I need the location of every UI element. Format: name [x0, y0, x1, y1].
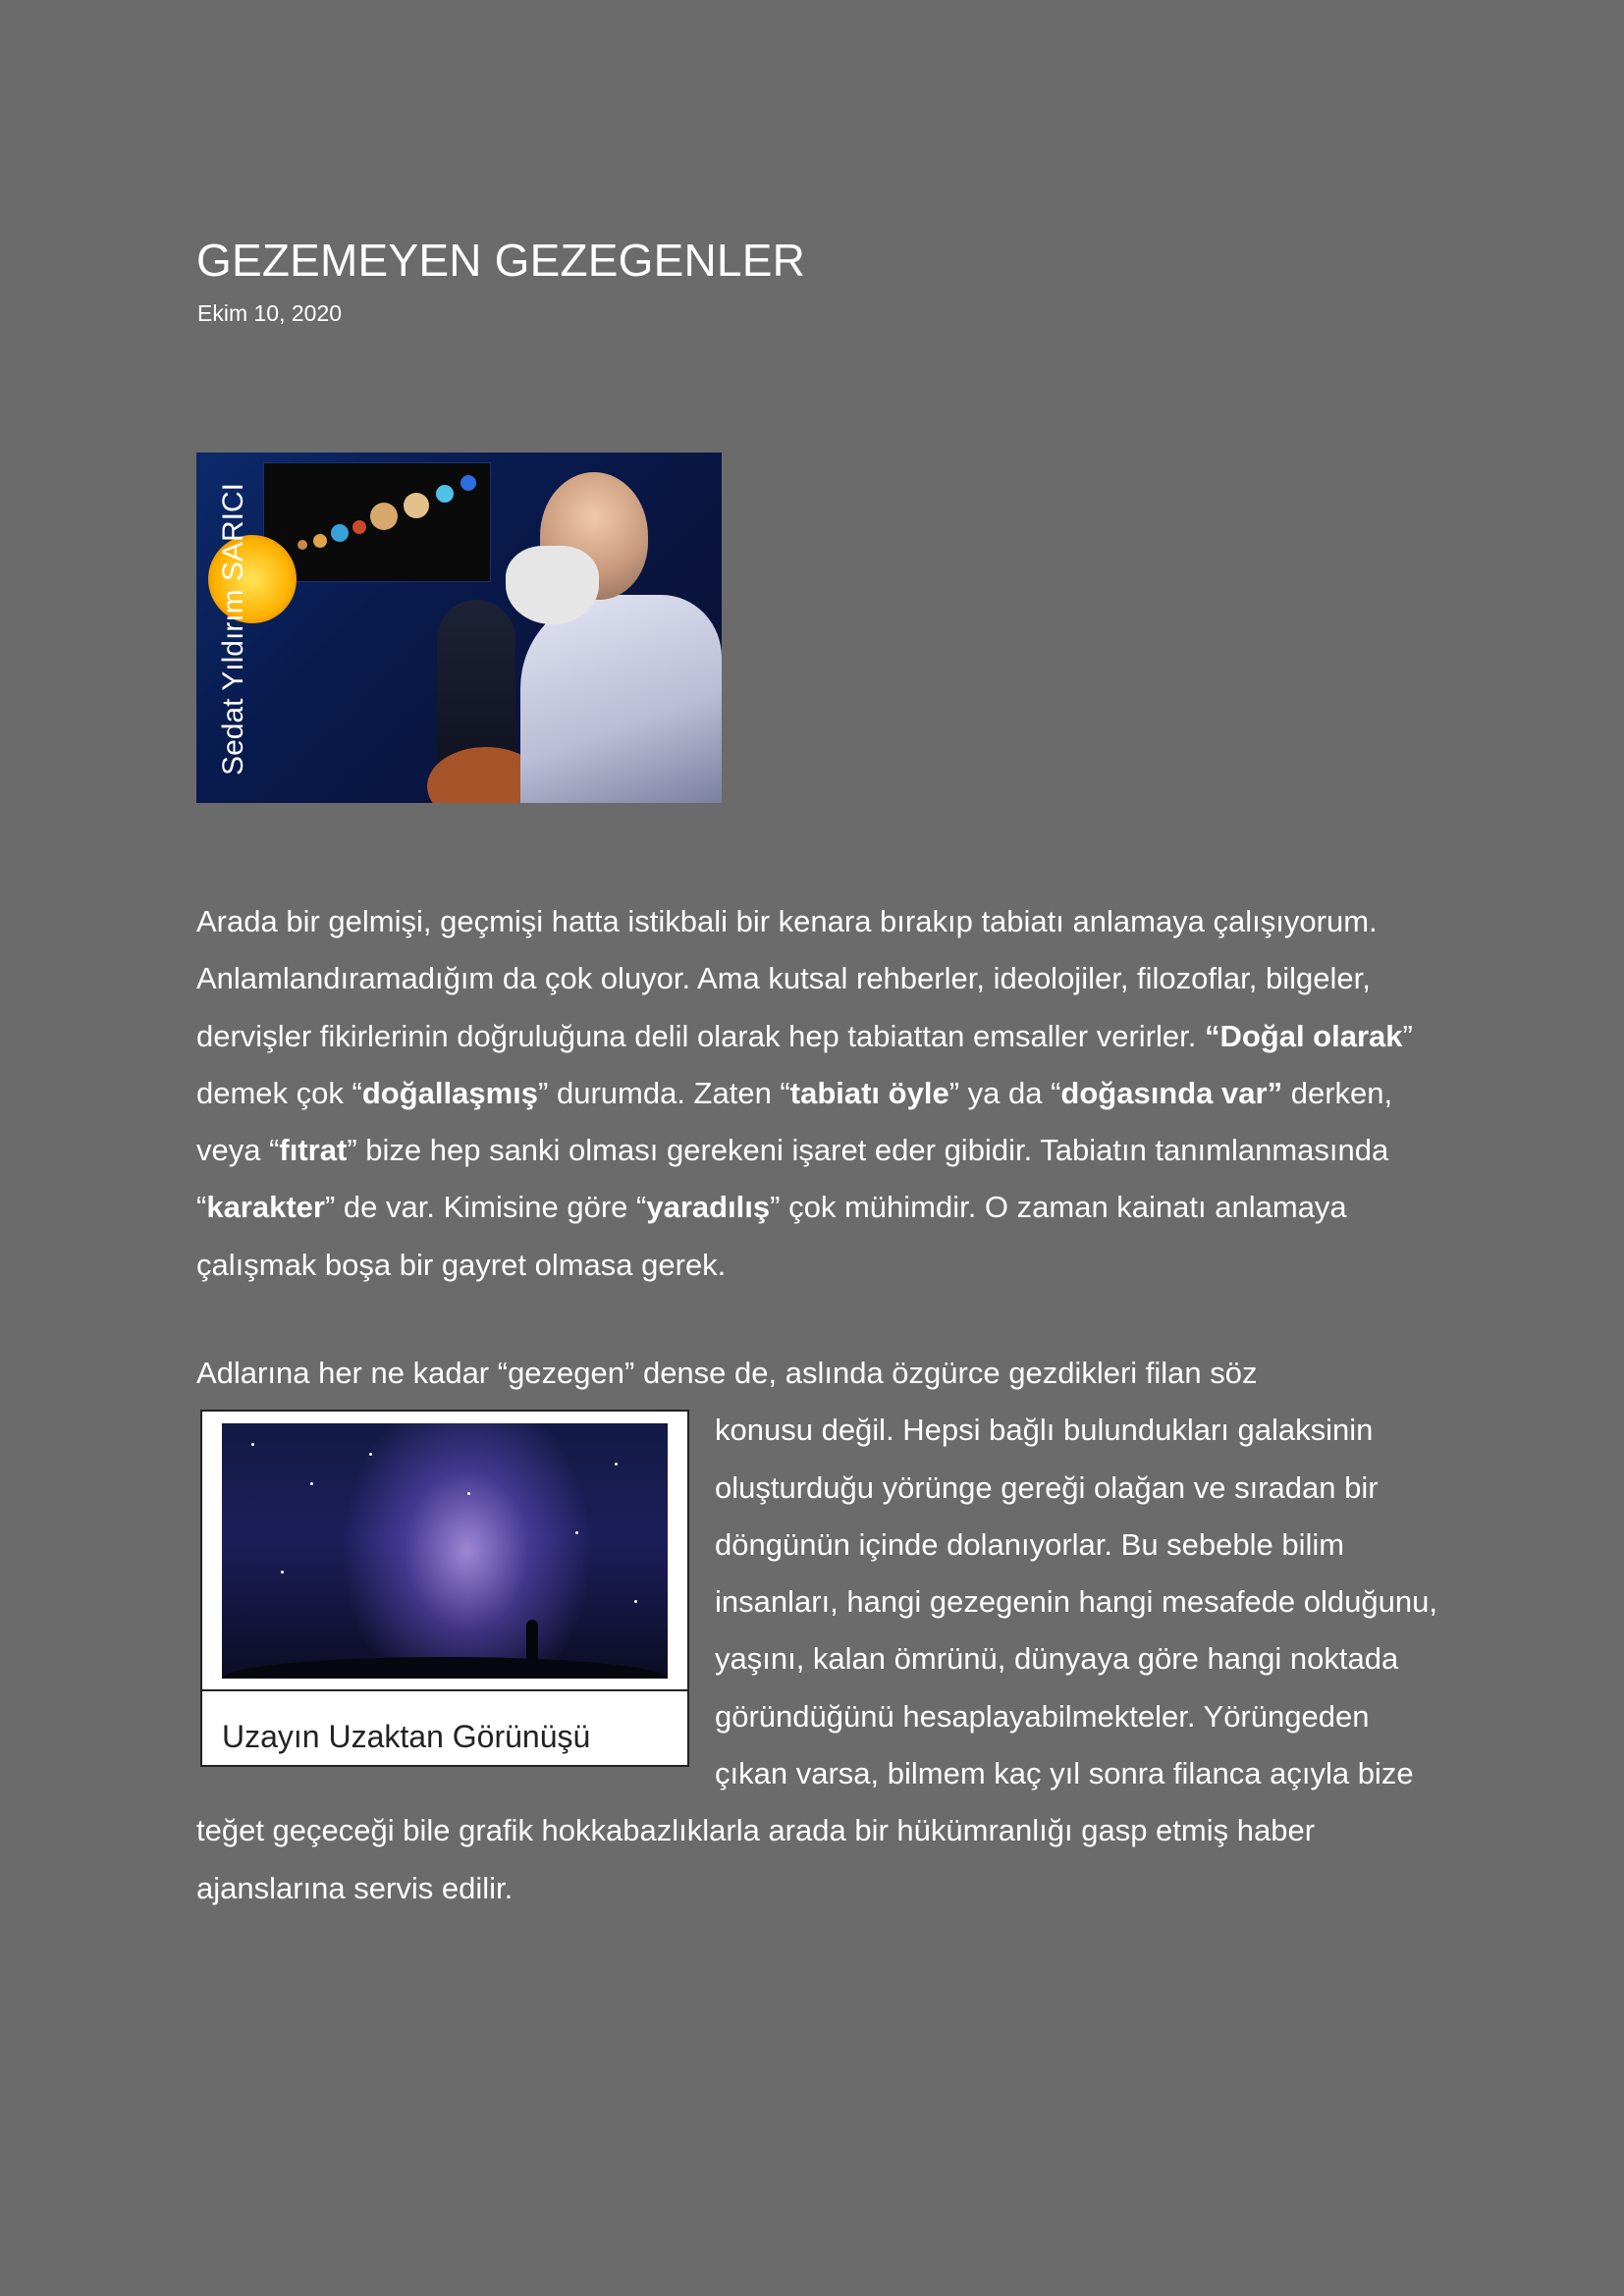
caption-divider: [202, 1689, 687, 1691]
milky-way-figure: [200, 1410, 689, 1767]
musician-shirt: [520, 595, 722, 803]
paragraph-2-lead: Adlarına her ne kadar “gezegen” dense de, aslında özgürce gezdikleri filan söz: [196, 1356, 1258, 1390]
paragraph-1: Arada bir gelmişi, geçmişi hatta istikbali bir kenara bırakıp tabiatı anlamaya çalışıyorum. Anlamlandıramadığım da çok oluyor. Ama kutsal rehberler, ideolojiler, filozoflar, bilgeler, dervişler fikirlerinin doğruluğuna delil olarak hep tabiattan emsaller verirler. “Doğal olarak” demek çok “doğallaşmış” durumda. Zaten “tabiatı öyle” ya da “doğasında var” derken, veya “fıtrat” bize hep sanki olması gerekeni işaret eder gibidir. Tabiatın tanımlanmasında “karakter” de var. Kimisine göre “yaradılış” çok mühimdir. O zaman kainatı anlamaya çalışmak boşa bir gayret olmasa gerek.: [196, 904, 1413, 1282]
solar-system-graphic: [263, 462, 491, 582]
post-title: GEZEMEYEN GEZEGENLER: [196, 235, 806, 286]
musician-beard: [506, 546, 599, 624]
paragraph-2-body: konusu değil. Hepsi bağlı bulundukları galaksinin oluşturduğu yörünge gereği olağan ve sıradan bir döngünün içinde dolanıyorlar. Bu sebeble bilim insanları, hangi gezegenin hangi mesafede olduğunu, yaşını, kalan ömrünü, dünyaya göre hangi noktada göründüğünü hesaplayabilmekteler. Yörüngeden çıkan varsa, bilmem kaç yıl sonra filanca açıyla bize teğet geçeceği bile grafik hokkabazlıklarla arada bir hükümranlığı gasp etmiş haber ajanslarına servis edilir.: [196, 1413, 1437, 1905]
hero-vertical-label: Sedat Yıldırım SARICI: [217, 483, 249, 775]
figure-caption: Uzayın Uzaktan Görünüşü: [222, 1719, 591, 1755]
horizon-silhouette: [222, 1657, 668, 1679]
hero-image: [196, 453, 722, 803]
paragraph-2: [196, 1345, 1443, 1917]
milky-way-image: [222, 1423, 668, 1679]
post-date: Ekim 10, 2020: [197, 300, 343, 326]
